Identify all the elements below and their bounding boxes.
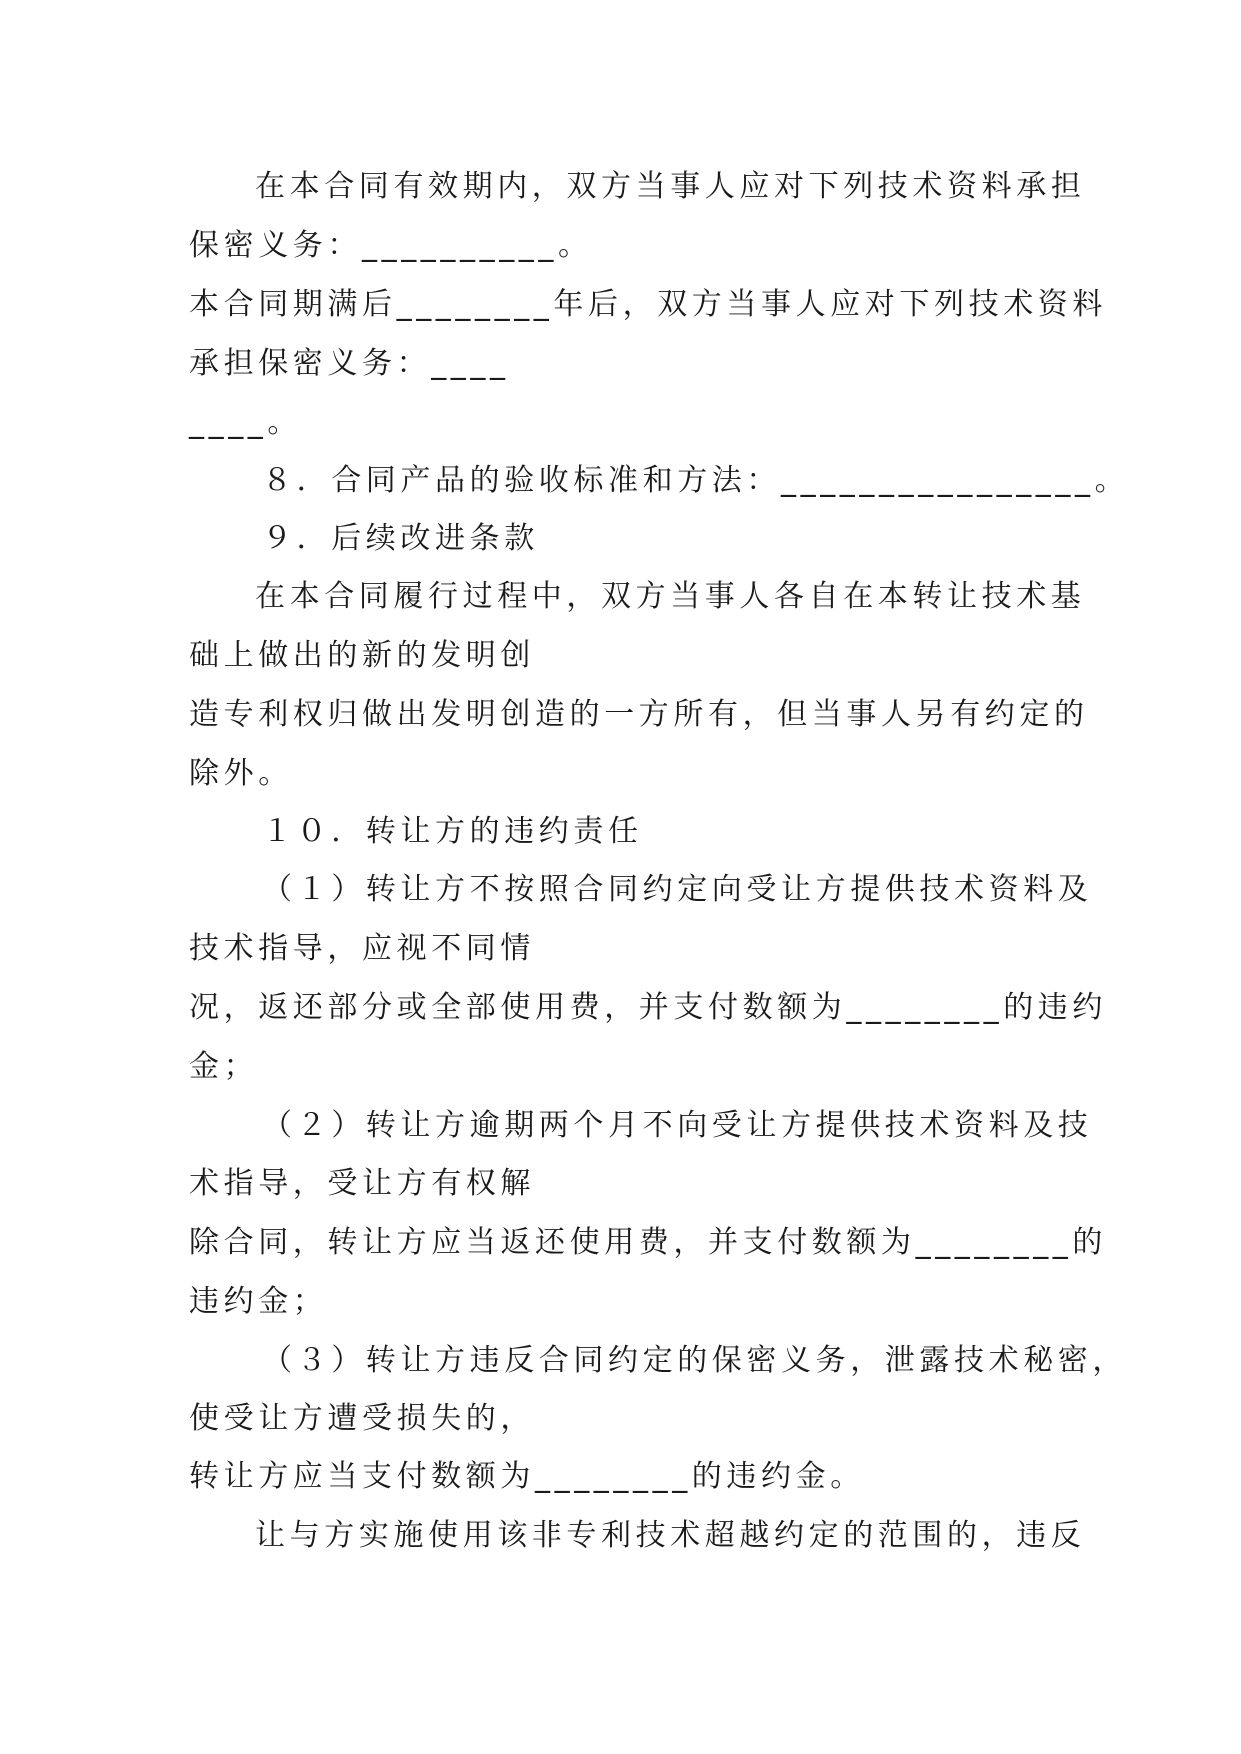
paragraph-line: 本合同期满后________年后，双方当事人应对下列技术资料: [189, 287, 1107, 322]
paragraph-line: （２）转让方逾期两个月不向受让方提供技术资料及技: [262, 1108, 1093, 1143]
paragraph-line: 使受让方遭受损失的，: [189, 1401, 535, 1436]
section-heading: ９．后续改进条款: [262, 521, 539, 556]
paragraph-line: （１）转让方不按照合同约定向受让方提供技术资料及: [262, 872, 1093, 907]
paragraph-line: 违约金；: [189, 1284, 328, 1319]
section-heading: １０．转让方的违约责任: [262, 814, 643, 849]
paragraph-line: 在本合同有效期内，双方当事人应对下列技术资料承担: [255, 169, 1086, 204]
paragraph-line: 除合同，转让方应当返还使用费，并支付数额为________的: [189, 1225, 1107, 1260]
paragraph-line: 除外。: [189, 756, 293, 791]
paragraph-line: 金；: [189, 1049, 259, 1084]
paragraph-line: 技术指导，应视不同情: [189, 931, 535, 966]
section-heading: ８．合同产品的验收标准和方法：________________。: [262, 463, 1130, 498]
paragraph-line: 础上做出的新的发明创: [189, 638, 535, 673]
paragraph-line: ____。: [189, 405, 302, 440]
paragraph-line: 况，返还部分或全部使用费，并支付数额为________的违约: [189, 990, 1107, 1025]
paragraph-line: （３）转让方违反合同约定的保密义务，泄露技术秘密，: [262, 1343, 1127, 1378]
paragraph-line: 转让方应当支付数额为________的违约金。: [189, 1459, 865, 1494]
paragraph-line: 在本合同履行过程中，双方当事人各自在本转让技术基: [255, 579, 1086, 614]
paragraph-line: 让与方实施使用该非专利技术超越约定的范围的，违反: [255, 1518, 1086, 1553]
paragraph-line: 保密义务：__________。: [189, 228, 593, 263]
paragraph-line: 术指导，受让方有权解: [189, 1166, 535, 1201]
paragraph-line: 造专利权归做出发明创造的一方所有，但当事人另有约定的: [189, 697, 1089, 732]
paragraph-line: 承担保密义务：____: [189, 346, 510, 381]
